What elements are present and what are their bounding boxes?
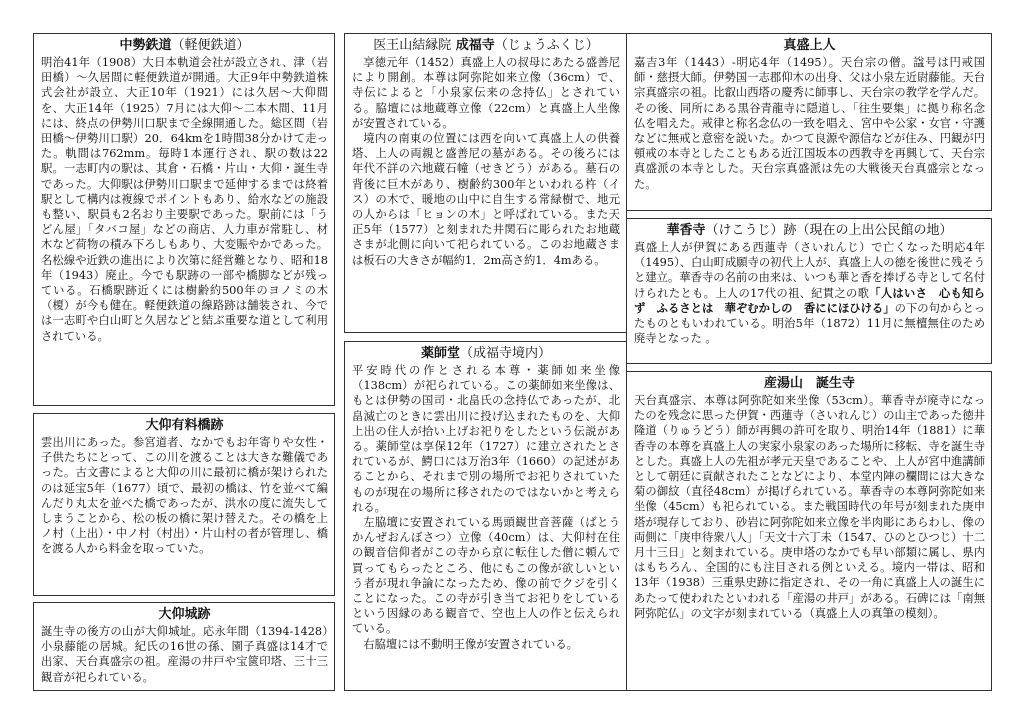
jofukuji-title-main: 成福寺 bbox=[455, 38, 495, 53]
oogi-castle-section bbox=[33, 602, 335, 691]
kekoji-body-after: の下の句からとったものともいわれている。明治5年（1872）11月に無檀無住のため廃寺となった 。 bbox=[634, 301, 985, 346]
oogi-castle-paragraph: 誕生寺の後方の山が大仰城址。応永年間（1394-1428）小泉藤能の居城。紀氏の16世の孫、園子真盛は14才で出家、天台真盛宗の祖。産湯の井戸や宝篋印塔、三十三観音が祀られている。 bbox=[41, 625, 328, 684]
nakase-railway-paragraph: 明治41年（1908）大日本軌道会社が設立され、津（岩田橋）～久居間に軽便鉄道が開通。大正9年中勢鉄道株式会社が設立、大正10年（1921）には久居～大仰間を、大正14年（1925）7月には大仰～二本木間、11月には、終点の伊勢川口駅まで全線開通した。総区間（岩田橋～伊勢川口駅）20．64kmを1時間38分かけて走った。軌間は762mm。毎時1本運行され、駅の数は22駅。一志町内の駅は、其倉・石橋・片山・大仰・誕生寺であった。大仰駅は伊勢川口駅まで延伸するまでは終着駅として構内は複線でポイントもあり、給水などの施設も整い、駅員も2名おり主要駅であった。駅前には「うどん屋」「タバコ屋」などの商店、人力車が常駐し、材木など荷物の積み下ろしもあり、大変賑やかであった。名松線や近鉄の進出により次第に経営難となり、昭和18年（1943）廃止。今でも駅跡の一部や橋脚などが残っている。石橋駅跡近くには樹齢約500年のヨノミの木（榎）が今も健在。軽便鉄道の線路跡は舗装され、今では一志町や白山町と久居などと結ぶ重要な道として利用されている。 bbox=[41, 56, 328, 343]
jofukuji-title-reading: （じょうふくじ） bbox=[494, 38, 599, 53]
jofukuji-paragraph-1: 享徳元年（1452）真盛上人の叔母にあたる盛善尼により開創。本尊は阿弥陀如来立像（36cm）で、寺伝によると「小泉家伝来の念持仏」とされている。脇壇には地蔵尊立像（22cm）と真盛上人坐像が安置されている。 bbox=[352, 56, 620, 130]
nakase-railway-title-text: 中勢鉄道 bbox=[119, 38, 172, 53]
jofukuji-paragraph-2: 境内の南東の位置には西を向いて真盛上人の供養塔、上人の両親と盛善尼の墓がある。その後ろには年代不詳の六地蔵石幢（せきどう）がある。墓石の背後に巨木があり、樹齢約300年といわれる杵（イス）の木で、暖地の山中に自生する常緑樹で、地元の人からは「ヒョンの木」と呼ばれている。また天正5年（1577）と刻まれた井関石に彫られたお地蔵さまが北側に向いて祀られている。このお地蔵さまは板石の大きさが幅約1．2m高さ約1．4mある。 bbox=[352, 132, 620, 267]
kekoji-title-reading: （けこうじ） bbox=[705, 223, 784, 238]
yakushido-body bbox=[352, 363, 620, 652]
shinsei-shonin-section bbox=[626, 33, 992, 211]
oogi-bridge-body bbox=[41, 435, 328, 557]
tanjoji-paragraph: 天台真盛宗、本尊は阿弥陀如来坐像（53cm）。華香寺が廃寺になったのを残念に思った伊賀・西蓮寺（さいれんじ）の山主であった徳井隆道（りゅうどう）師が再興の許可を取り、明治14年（1881）に華香寺の本尊を真盛上人の実家小泉家のあった場所に移転、寺を誕生寺とした。真盛上人の先祖が孝元天皇であることや、上人が宮中進講師として朝廷に貢献されたことなどにより、本堂内陣の欄間には大きな菊の御紋（直径48cm）が掲げられている。華香寺の本尊阿弥陀如来坐像（45cm）も祀られている。また戦国時代の年号が刻まれた庚申塔が現存しており、砂岩に阿弥陀如来立像を半肉彫にあらわし、像の両側に「庚申待衆八人」「天文十六丁未（1547、ひのとひつじ）十二月十三日」と刻まれている。庚申塔のなかでも早い部類に属し、県内はもちろん、全国的にも注目される例といえる。境内一帯は、昭和13年（1938）三重県史跡に指定され、その一角に真盛上人の誕生にあたって使われたといわれる「産湯の井戸」がある。石碑には「南無阿弥陀仏」の文字が刻まれている（真盛上人の真筆の模刻）。 bbox=[634, 394, 985, 620]
jofukuji-title-prefix: 医王山結縁院 bbox=[373, 38, 452, 53]
shinsei-shonin-body bbox=[634, 55, 985, 192]
kekoji-title bbox=[634, 222, 985, 239]
kekoji-section bbox=[626, 218, 992, 364]
yakushido-title bbox=[352, 345, 620, 362]
nakase-railway-body bbox=[41, 55, 328, 344]
yakushido-paragraph-1: 平安時代の作とされる本尊・薬師如来坐像（138cm）が祀られている。この薬師如来坐像は、もとは伊勢の国司・北畠氏の念持仏であったが、北畠滅亡のときに雲出川に投げ込まれたものを、大仰上出の住人が拾い上げお祀りをしたという伝説がある。薬師堂は享保12年（1727）に建立されたとされているが、鰐口には万治3年（1660）の記述があることから、それまで別の場所でお祀りされていたものが現在の場所に移されたのではないかと考えられる。 bbox=[352, 364, 620, 514]
nakase-railway-title bbox=[41, 37, 328, 54]
oogi-castle-title: 大仰城跡 bbox=[158, 607, 211, 622]
kekoji-paragraph bbox=[634, 240, 985, 346]
oogi-bridge-title: 大仰有料橋跡 bbox=[145, 418, 224, 433]
kekoji-title-rest: 跡（現在の上出公民館の地） bbox=[783, 223, 953, 238]
oogi-bridge-section bbox=[33, 413, 335, 596]
tanjoji-section bbox=[626, 371, 992, 691]
oogi-bridge-paragraph: 雲出川にあった。参宮道者、なかでもお年寄りや女性・子供たちにとって、この川を渡ることは大きな難儀であった。古文書によると大仰の川に最初に橋が架けられたのは延宝5年（1677）頃で、最初の橋は、竹を並べて編んだり丸太を並べた橋であったが、洪水の度に流失してしまうことから、松の板の橋に架け替えた。その橋を上ノ村（上出）・中ノ村（村出）・片山村の者が管理し、橋を渡る人から料金を取っていた。 bbox=[41, 436, 328, 556]
oogi-castle-body bbox=[41, 624, 328, 685]
shinsei-shonin-paragraph: 嘉吉3年（1443）-明応4年（1495）。天台宗の僧。諡号は円戒国師・慈摂大師。伊勢国一志郡仰木の出身、父は小泉左近尉藤能。天台宗真盛宗の祖。比叡山西塔の慶秀に師事し、天台宗の教学を学んだ。その後、同所にある黒谷青龍寺に隠道し、「往生要集」に拠り称名念仏を唱えた。戒律と称名念仏の一致を唱え、宮中や公家・女官・守護などに無戒と意密を説いた。かつて良源や源信などが住み、円観が円頓戒の本寺としたこともある近江国坂本の西教寺を再興して、天台宗真盛派の本寺とした。天台宗真盛派は先の大戦後天台真盛宗となった。 bbox=[634, 56, 985, 191]
shinsei-shonin-title: 真盛上人 bbox=[783, 38, 836, 53]
kekoji-body-before: 真盛上人が伊賀にある西蓮寺（さいれんじ）で亡くなった明応4年（1495）、白山町成願寺の初代上人が、真盛上人の徳を後世に残そうと建立。華香寺の名前の由来は、いつも華と香を捧げる寺として名付けられたとも。上人の17代の祖、紀貫之の歌 bbox=[634, 241, 985, 300]
kekoji-title-text: 華香寺 bbox=[666, 223, 706, 238]
jofukuji-body bbox=[352, 55, 620, 268]
jofukuji-title bbox=[352, 37, 620, 54]
kekoji-poem: 「人はいさ 心も知らず ふるさとは 華ぞむかしの 香ににほひける」 bbox=[634, 285, 985, 315]
kekoji-body bbox=[634, 240, 985, 346]
yakushido-title-text: 薬師堂 bbox=[420, 346, 460, 361]
tanjoji-body bbox=[634, 393, 985, 621]
tanjoji-title: 産湯山 誕生寺 bbox=[763, 376, 855, 391]
yakushido-paragraph-3: 右脇壇には不動明王像が安置されている。 bbox=[363, 637, 578, 651]
yakushido-section bbox=[344, 341, 627, 691]
yakushido-paragraph-2: 左脇壇に安置されている馬頭観世音菩薩（ばとうかんぜおんぼさつ）立像（40cm）は、大仰村在住の観音信仰者がこの寺から京に転住した僧に頼んで買ってもらったところ、他にもこの像が欲しいという者が現れ争論になったため、像の前でクジを引くことになった。この寺が引き当てお祀りをしているという因縁のある観音で、空也上人の作と伝えられている。 bbox=[352, 516, 620, 636]
nakase-railway-section bbox=[33, 33, 335, 406]
nakase-railway-subtitle: （軽便鉄道） bbox=[171, 38, 250, 53]
yakushido-subtitle: （成福寺境内） bbox=[460, 346, 552, 361]
jofukuji-section bbox=[344, 33, 627, 333]
